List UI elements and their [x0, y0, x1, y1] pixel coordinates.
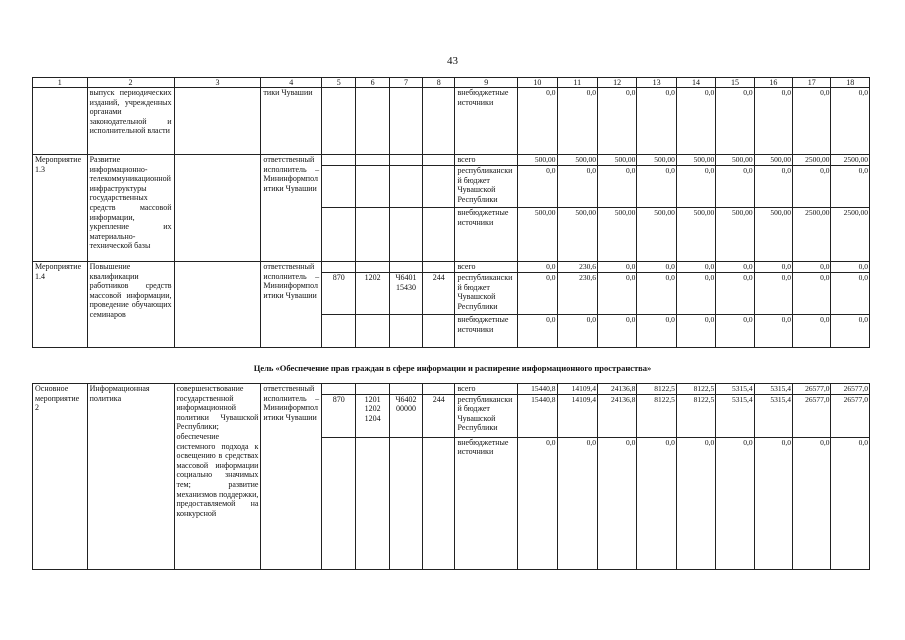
value-cell: 500,00	[518, 208, 557, 262]
header-cell: 16	[754, 78, 792, 88]
header-cell: 6	[356, 78, 389, 88]
value-cell: 0,0	[557, 166, 597, 208]
value-cell: 500,00	[597, 155, 636, 166]
program-table-goal2	[32, 383, 870, 570]
value-cell: 0,0	[831, 437, 870, 569]
value-cell: 0,0	[716, 262, 754, 273]
value-cell: 24136,8	[597, 394, 636, 437]
value-cell: 500,00	[676, 155, 715, 166]
value-cell: 0,0	[754, 273, 792, 315]
value-cell: 0,0	[676, 437, 715, 569]
activity-id: Основное мероприятие 2	[33, 384, 88, 570]
value-cell: 24136,8	[597, 384, 636, 395]
header-cell: 8	[423, 78, 455, 88]
value-cell: 0,0	[518, 166, 557, 208]
header-cell: 1	[33, 78, 88, 88]
value-cell: 0,0	[754, 437, 792, 569]
value-cell: 8122,5	[676, 384, 715, 395]
value-cell: 0,0	[716, 88, 754, 155]
table-row	[33, 155, 870, 166]
value-cell: 500,00	[716, 155, 754, 166]
value-cell: 0,0	[754, 262, 792, 273]
value-cell: 0,0	[754, 315, 792, 348]
executor-cell: тики Чувашии	[261, 88, 322, 155]
activity-description: Информационная политика	[87, 384, 174, 570]
header-cell: 2	[87, 78, 174, 88]
value-cell: 0,0	[637, 437, 676, 569]
value-cell: 500,00	[557, 155, 597, 166]
table-row	[33, 262, 870, 273]
value-cell: 0,0	[557, 437, 597, 569]
activity-goal: совершенствование государственной информационной политики Чувашской Республики; обеспечение системного подхода к освещению в средствах массовой информации социально значимых тем; развитие механизмов поддержки, предоставляемой на конкурсной	[174, 384, 261, 570]
value-cell: 230,6	[557, 273, 597, 315]
value-cell: 0,0	[557, 88, 597, 155]
value-cell: 0,0	[676, 315, 715, 348]
page-number: 43	[447, 55, 458, 67]
value-cell: 0,0	[597, 262, 636, 273]
value-cell: 14109,4	[557, 394, 597, 437]
value-cell: 0,0	[597, 88, 636, 155]
funding-source: внебюджетные источники	[455, 315, 518, 348]
value-cell: 5315,4	[754, 394, 792, 437]
funding-source: всего	[455, 155, 518, 166]
executor-cell: ответственный исполнитель – Мининформполитики Чувашии	[261, 384, 322, 570]
value-cell: 0,0	[793, 262, 831, 273]
value-cell: 500,00	[637, 208, 676, 262]
value-cell: 0,0	[793, 315, 831, 348]
value-cell: 0,0	[793, 166, 831, 208]
header-cell: 15	[716, 78, 754, 88]
value-cell: 0,0	[637, 166, 676, 208]
value-cell: 26577,0	[831, 394, 870, 437]
value-cell: 26577,0	[793, 394, 831, 437]
value-cell: 8122,5	[676, 394, 715, 437]
program-table	[32, 77, 870, 348]
funding-source: всего	[455, 262, 518, 273]
value-cell: 14109,4	[557, 384, 597, 395]
target-code: Ч6401 15430	[389, 273, 422, 315]
value-cell: 26577,0	[793, 384, 831, 395]
value-cell: 5315,4	[754, 384, 792, 395]
value-cell: 0,0	[676, 273, 715, 315]
value-cell: 500,00	[754, 208, 792, 262]
value-cell: 230,6	[557, 262, 597, 273]
value-cell: 0,0	[518, 273, 557, 315]
funding-source: республиканский бюджет Чувашской Республики	[455, 394, 518, 437]
funding-source: внебюджетные источники	[455, 208, 518, 262]
header-row	[33, 78, 870, 88]
value-cell: 26577,0	[831, 384, 870, 395]
activity-description: выпуск периодических изданий, учрежденных органами законодательной и исполнительной власти	[87, 88, 174, 155]
value-cell: 0,0	[557, 315, 597, 348]
header-cell: 13	[637, 78, 676, 88]
value-cell: 2500,00	[831, 155, 870, 166]
value-cell: 2500,00	[793, 208, 831, 262]
value-cell: 0,0	[637, 262, 676, 273]
header-cell: 4	[261, 78, 322, 88]
value-cell: 0,0	[637, 273, 676, 315]
header-cell: 3	[174, 78, 261, 88]
funding-source: внебюджетные источники	[455, 88, 518, 155]
header-cell: 17	[793, 78, 831, 88]
value-cell: 0,0	[597, 437, 636, 569]
goal-heading: Цель «Обеспечение прав граждан в сфере информации и распирение информационного пространства»	[253, 363, 652, 373]
value-cell: 500,00	[597, 208, 636, 262]
table-row	[33, 88, 870, 155]
value-cell: 0,0	[518, 262, 557, 273]
value-cell: 8122,5	[637, 394, 676, 437]
value-cell: 0,0	[597, 166, 636, 208]
executor-cell: ответственный исполнитель – Мининформполитики Чувашии	[261, 262, 322, 348]
activity-description: Повышение квалификации работников средств массовой информации, проведение обучающих семинаров	[87, 262, 174, 348]
expense-type-code: 244	[423, 394, 455, 437]
value-cell: 0,0	[831, 262, 870, 273]
value-cell: 0,0	[793, 437, 831, 569]
section-code: 1201 1202 1204	[356, 394, 389, 437]
header-cell: 12	[597, 78, 636, 88]
value-cell: 0,0	[754, 88, 792, 155]
activity-description: Развитие информационно-телекоммуникационной инфраструктуры государственных средств массовой информации, укрепление их материально-технической базы	[87, 155, 174, 262]
value-cell: 15440,8	[518, 384, 557, 395]
value-cell: 0,0	[597, 273, 636, 315]
header-cell: 14	[676, 78, 715, 88]
value-cell: 0,0	[676, 166, 715, 208]
value-cell: 500,00	[557, 208, 597, 262]
value-cell: 0,0	[676, 88, 715, 155]
funding-source: республиканский бюджет Чувашской Республики	[455, 166, 518, 208]
value-cell: 0,0	[793, 88, 831, 155]
value-cell: 0,0	[518, 437, 557, 569]
value-cell: 2500,00	[831, 208, 870, 262]
value-cell: 8122,5	[637, 384, 676, 395]
activity-id: Мероприятие 1.3	[33, 155, 88, 262]
section-code: 1202	[356, 273, 389, 315]
activity-id: Мероприятие 1.4	[33, 262, 88, 348]
value-cell: 0,0	[716, 273, 754, 315]
value-cell: 500,00	[637, 155, 676, 166]
value-cell: 0,0	[831, 88, 870, 155]
value-cell: 500,00	[676, 208, 715, 262]
value-cell: 15440,8	[518, 394, 557, 437]
gr-code: 870	[322, 394, 356, 437]
table-row	[33, 384, 870, 395]
value-cell: 0,0	[754, 166, 792, 208]
value-cell: 0,0	[518, 315, 557, 348]
header-cell: 18	[831, 78, 870, 88]
funding-source: всего	[455, 384, 518, 395]
value-cell: 2500,00	[793, 155, 831, 166]
header-cell: 11	[557, 78, 597, 88]
value-cell: 500,00	[716, 208, 754, 262]
funding-source: республиканский бюджет Чувашской Республики	[455, 273, 518, 315]
header-cell: 5	[322, 78, 356, 88]
target-code: Ч6402 00000	[389, 394, 422, 437]
value-cell: 0,0	[716, 437, 754, 569]
value-cell: 0,0	[831, 315, 870, 348]
value-cell: 5315,4	[716, 394, 754, 437]
value-cell: 0,0	[518, 88, 557, 155]
gr-code: 870	[322, 273, 356, 315]
value-cell: 0,0	[716, 315, 754, 348]
value-cell: 0,0	[793, 273, 831, 315]
value-cell: 0,0	[831, 166, 870, 208]
header-cell: 9	[455, 78, 518, 88]
value-cell: 0,0	[716, 166, 754, 208]
value-cell: 500,00	[754, 155, 792, 166]
executor-cell: ответственный исполнитель – Мининформполитики Чувашии	[261, 155, 322, 262]
expense-type-code: 244	[423, 273, 455, 315]
value-cell: 0,0	[676, 262, 715, 273]
value-cell: 5315,4	[716, 384, 754, 395]
funding-source: внебюджетные источники	[455, 437, 518, 569]
value-cell: 500,00	[518, 155, 557, 166]
value-cell: 0,0	[831, 273, 870, 315]
header-cell: 7	[389, 78, 422, 88]
header-cell: 10	[518, 78, 557, 88]
value-cell: 0,0	[637, 88, 676, 155]
value-cell: 0,0	[637, 315, 676, 348]
value-cell: 0,0	[597, 315, 636, 348]
